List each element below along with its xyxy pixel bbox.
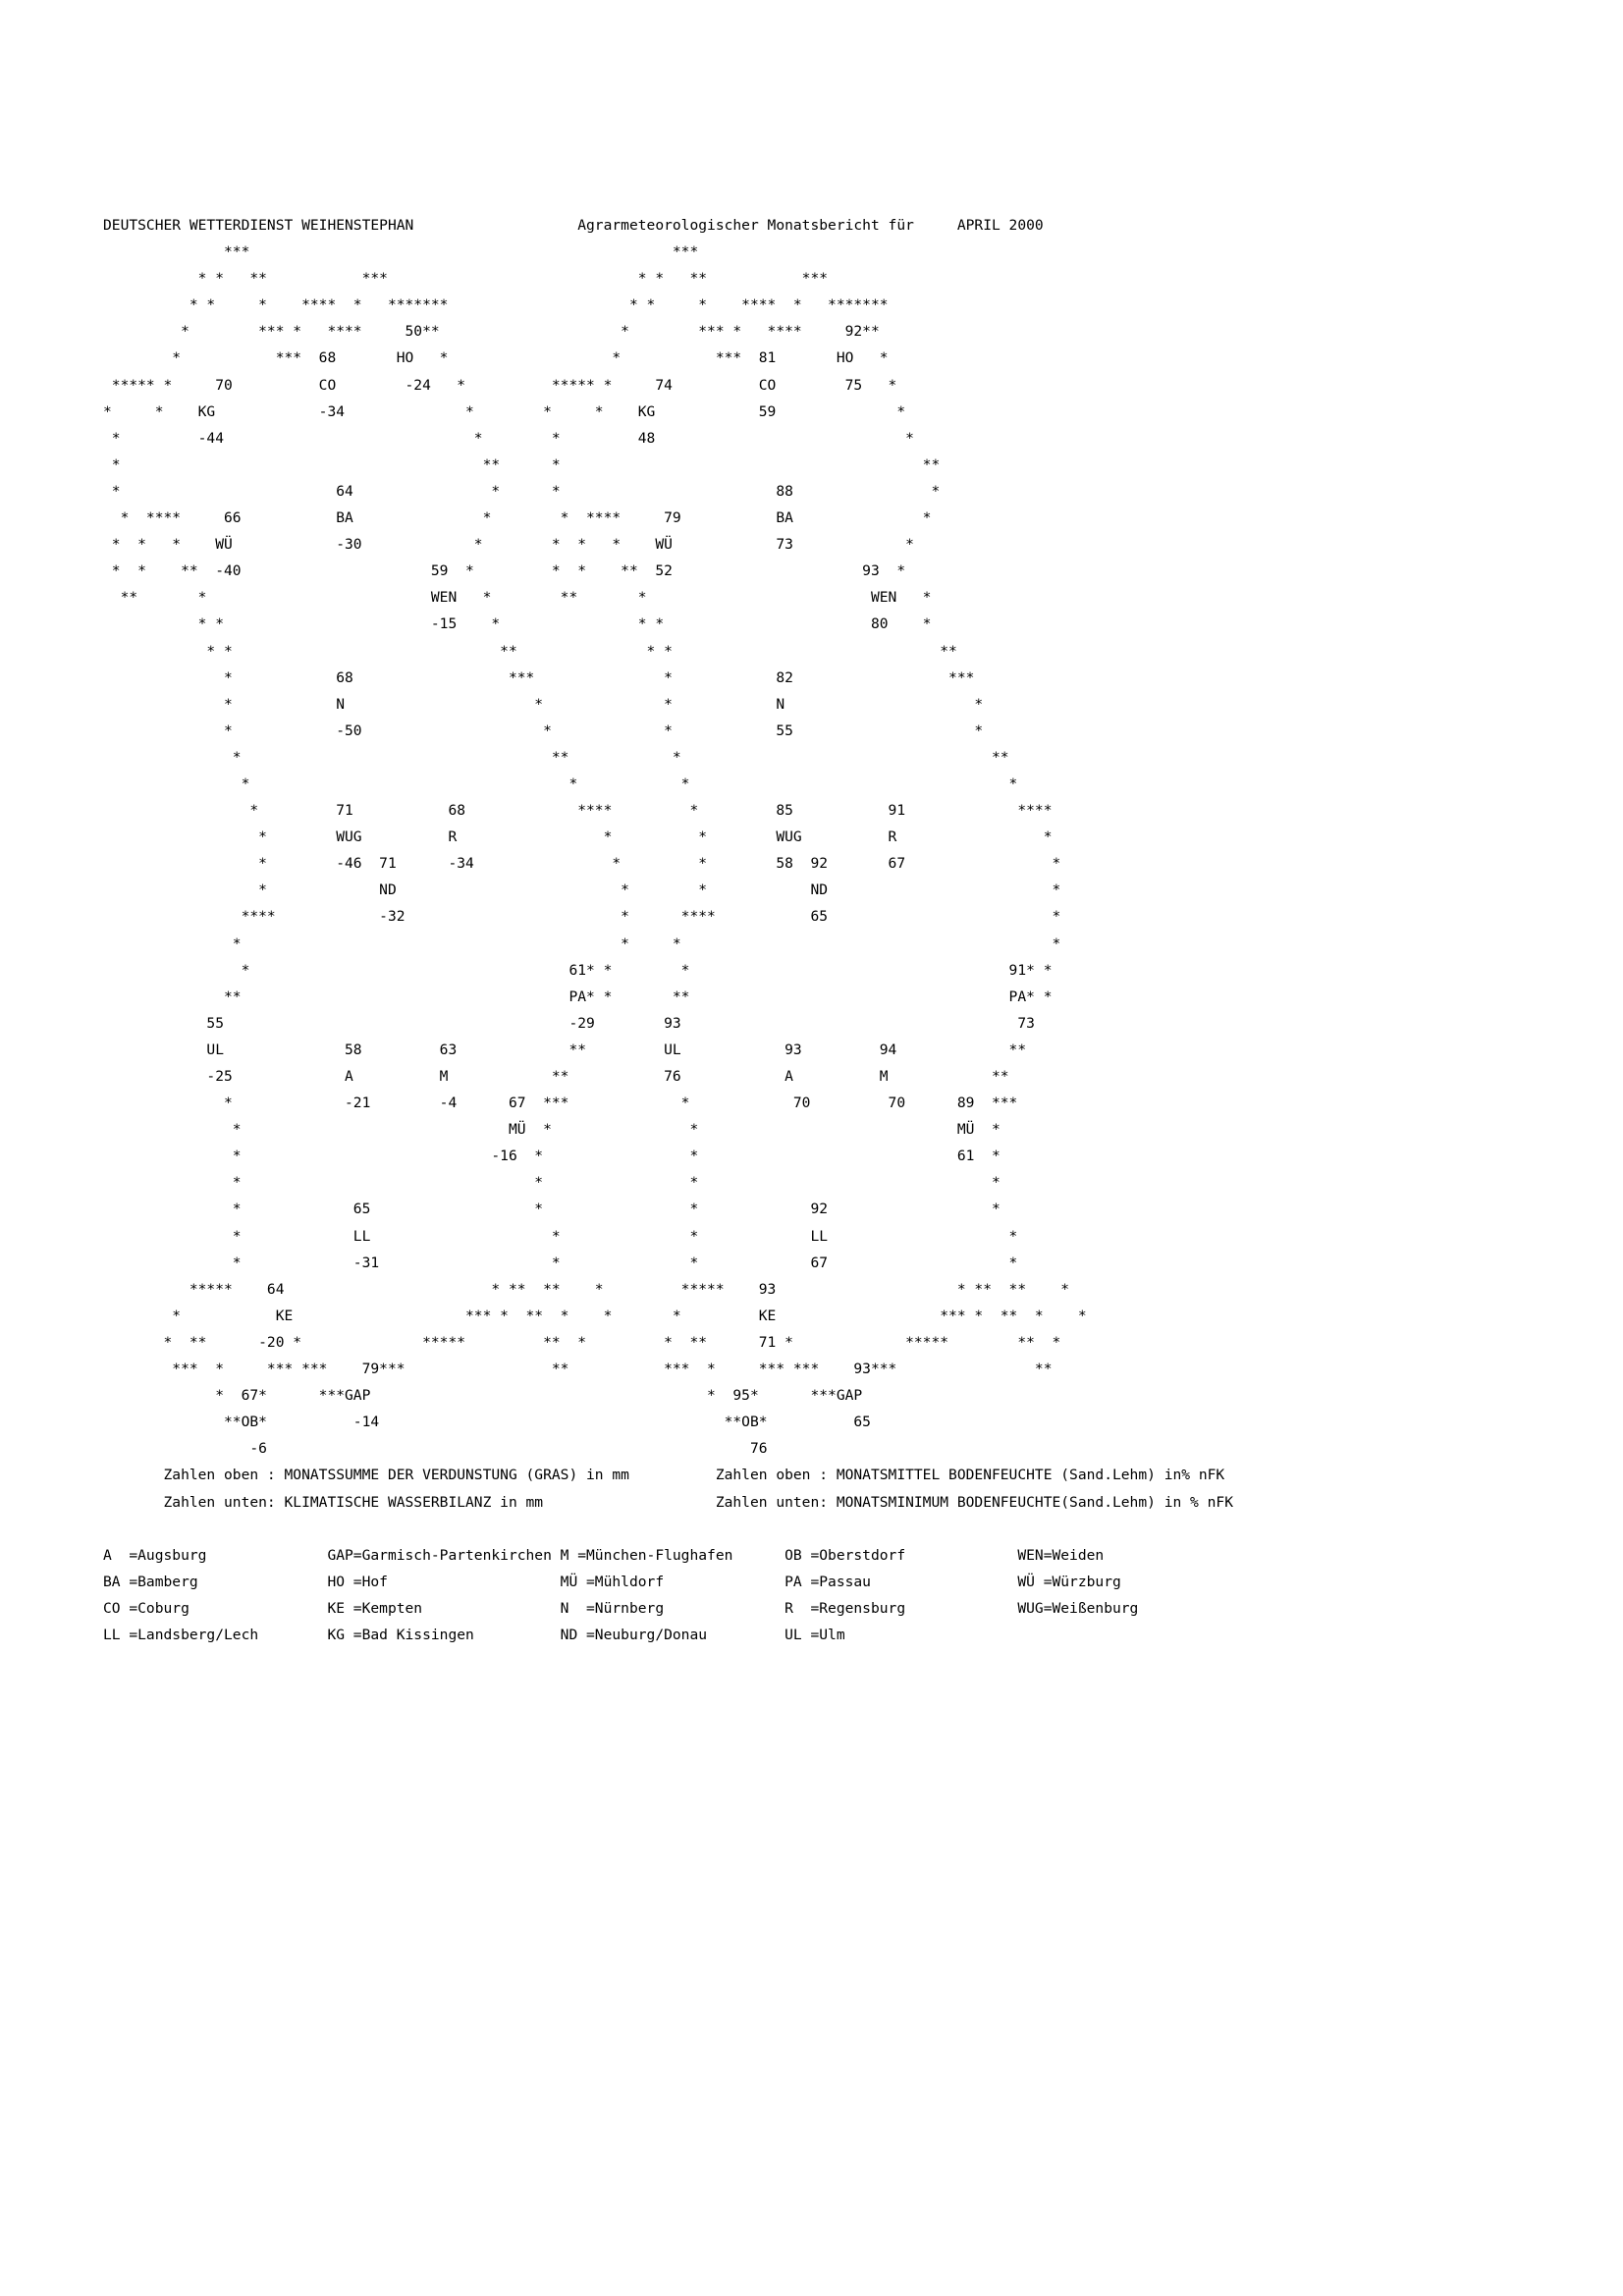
report-line: ***** * 70 CO -24 * ***** * 74 CO 75 * <box>103 376 897 394</box>
report-line: * 61* * * 91* * <box>103 961 1053 979</box>
report-line: LL =Landsberg/Lech KG =Bad Kissingen ND =Neuburg/Donau UL =Ulm <box>103 1626 845 1643</box>
report-line: A =Augsburg GAP=Garmisch-Partenkirchen M =München-Flughafen OB =Oberstdorf WEN=Weiden <box>103 1546 1105 1564</box>
report-line: * ND * * ND * <box>103 881 1061 899</box>
report-line: **OB* -14 **OB* 65 <box>103 1414 871 1431</box>
report-line: * KE *** * ** * * * KE *** * ** * * <box>103 1307 1087 1324</box>
report-line: * *** * **** 50** * *** * **** 92** <box>103 323 880 341</box>
report-line: * * * WÜ -30 * * * * WÜ 73 * <box>103 536 914 554</box>
report-line: * 68 *** * 82 *** <box>103 668 975 686</box>
report-line: -6 76 <box>103 1440 768 1458</box>
report-line: * *** 68 HO * * *** 81 HO * <box>103 349 889 367</box>
report-line: * -21 -4 67 *** * 70 70 89 *** <box>103 1095 1018 1112</box>
report-line: * N * * N * <box>103 695 984 713</box>
report-line <box>103 1516 1233 1542</box>
report-line: * * ** * * ** <box>103 642 957 660</box>
report-line: * -46 71 -34 * * 58 92 67 * <box>103 855 1061 873</box>
report-line: * WUG R * * WUG R * <box>103 828 1053 846</box>
report-line: *** *** <box>103 243 699 261</box>
monthly-report-text <box>103 212 1233 1648</box>
report-line: * * * **** * ******* * * * **** * ******* <box>103 296 889 314</box>
report-line: **** -32 * **** 65 * <box>103 908 1061 926</box>
report-line: * -44 * * 48 * <box>103 429 914 447</box>
report-line: ** PA* * ** PA* * <box>103 988 1053 1005</box>
report-line: DEUTSCHER WETTERDIENST WEIHENSTEPHAN Agrarmeteorologischer Monatsbericht für APRIL 2000 <box>103 217 1044 234</box>
report-line: ** * WEN * ** * WEN * <box>103 589 932 607</box>
report-line: * * ** -40 59 * * * ** 52 93 * <box>103 562 906 580</box>
report-line: * MÜ * * MÜ * <box>103 1121 1001 1139</box>
report-line: * 67* ***GAP * 95* ***GAP <box>103 1387 863 1405</box>
report-line: * -16 * * 61 * <box>103 1148 1001 1165</box>
report-line: ***** 64 * ** ** * ***** 93 * ** ** * <box>103 1280 1070 1298</box>
report-line: BA =Bamberg HO =Hof MÜ =Mühldorf PA =Passau WÜ =Würzburg <box>103 1573 1121 1590</box>
report-line: Zahlen unten: KLIMATISCHE WASSERBILANZ in mm Zahlen unten: MONATSMINIMUM BODENFEUCHTE(Sand.Lehm) in % nFK <box>103 1493 1233 1511</box>
report-line: 55 -29 93 73 <box>103 1014 1035 1032</box>
report-line: * 65 * * 92 * <box>103 1201 1001 1218</box>
report-line: * * ** *** * * ** *** <box>103 270 829 288</box>
report-line: * -31 * * 67 * <box>103 1254 1018 1271</box>
report-line: * * * * <box>103 1174 1001 1192</box>
report-line: * ** * ** <box>103 455 941 473</box>
report-line: * ** * ** <box>103 748 1009 766</box>
report-line: -25 A M ** 76 A M ** <box>103 1068 1009 1085</box>
report-line: * * * * <box>103 774 1018 792</box>
report-line: * * -15 * * * 80 * <box>103 615 932 633</box>
report-line: UL 58 63 ** UL 93 94 ** <box>103 1041 1027 1058</box>
report-line: * 64 * * 88 * <box>103 482 941 500</box>
report-line: * LL * * LL * <box>103 1227 1018 1245</box>
report-line: * * * * <box>103 934 1061 952</box>
report-line: * **** 66 BA * * **** 79 BA * <box>103 509 932 527</box>
report-line: * ** -20 * ***** ** * * ** 71 * ***** ** * <box>103 1333 1061 1351</box>
report-line: * 71 68 **** * 85 91 **** <box>103 802 1053 820</box>
report-line: Zahlen oben : MONATSSUMME DER VERDUNSTUNG (GRAS) in mm Zahlen oben : MONATSMITTEL BODENFEUCHTE (Sand.Lehm) in% nFK <box>103 1467 1225 1484</box>
report-line: * -50 * * 55 * <box>103 721 984 739</box>
report-line: *** * *** *** 79*** ** *** * *** *** 93*** ** <box>103 1361 1053 1378</box>
report-line: CO =Coburg KE =Kempten N =Nürnberg R =Regensburg WUG=Weißenburg <box>103 1599 1139 1617</box>
report-line: * * KG -34 * * * KG 59 * <box>103 402 906 420</box>
